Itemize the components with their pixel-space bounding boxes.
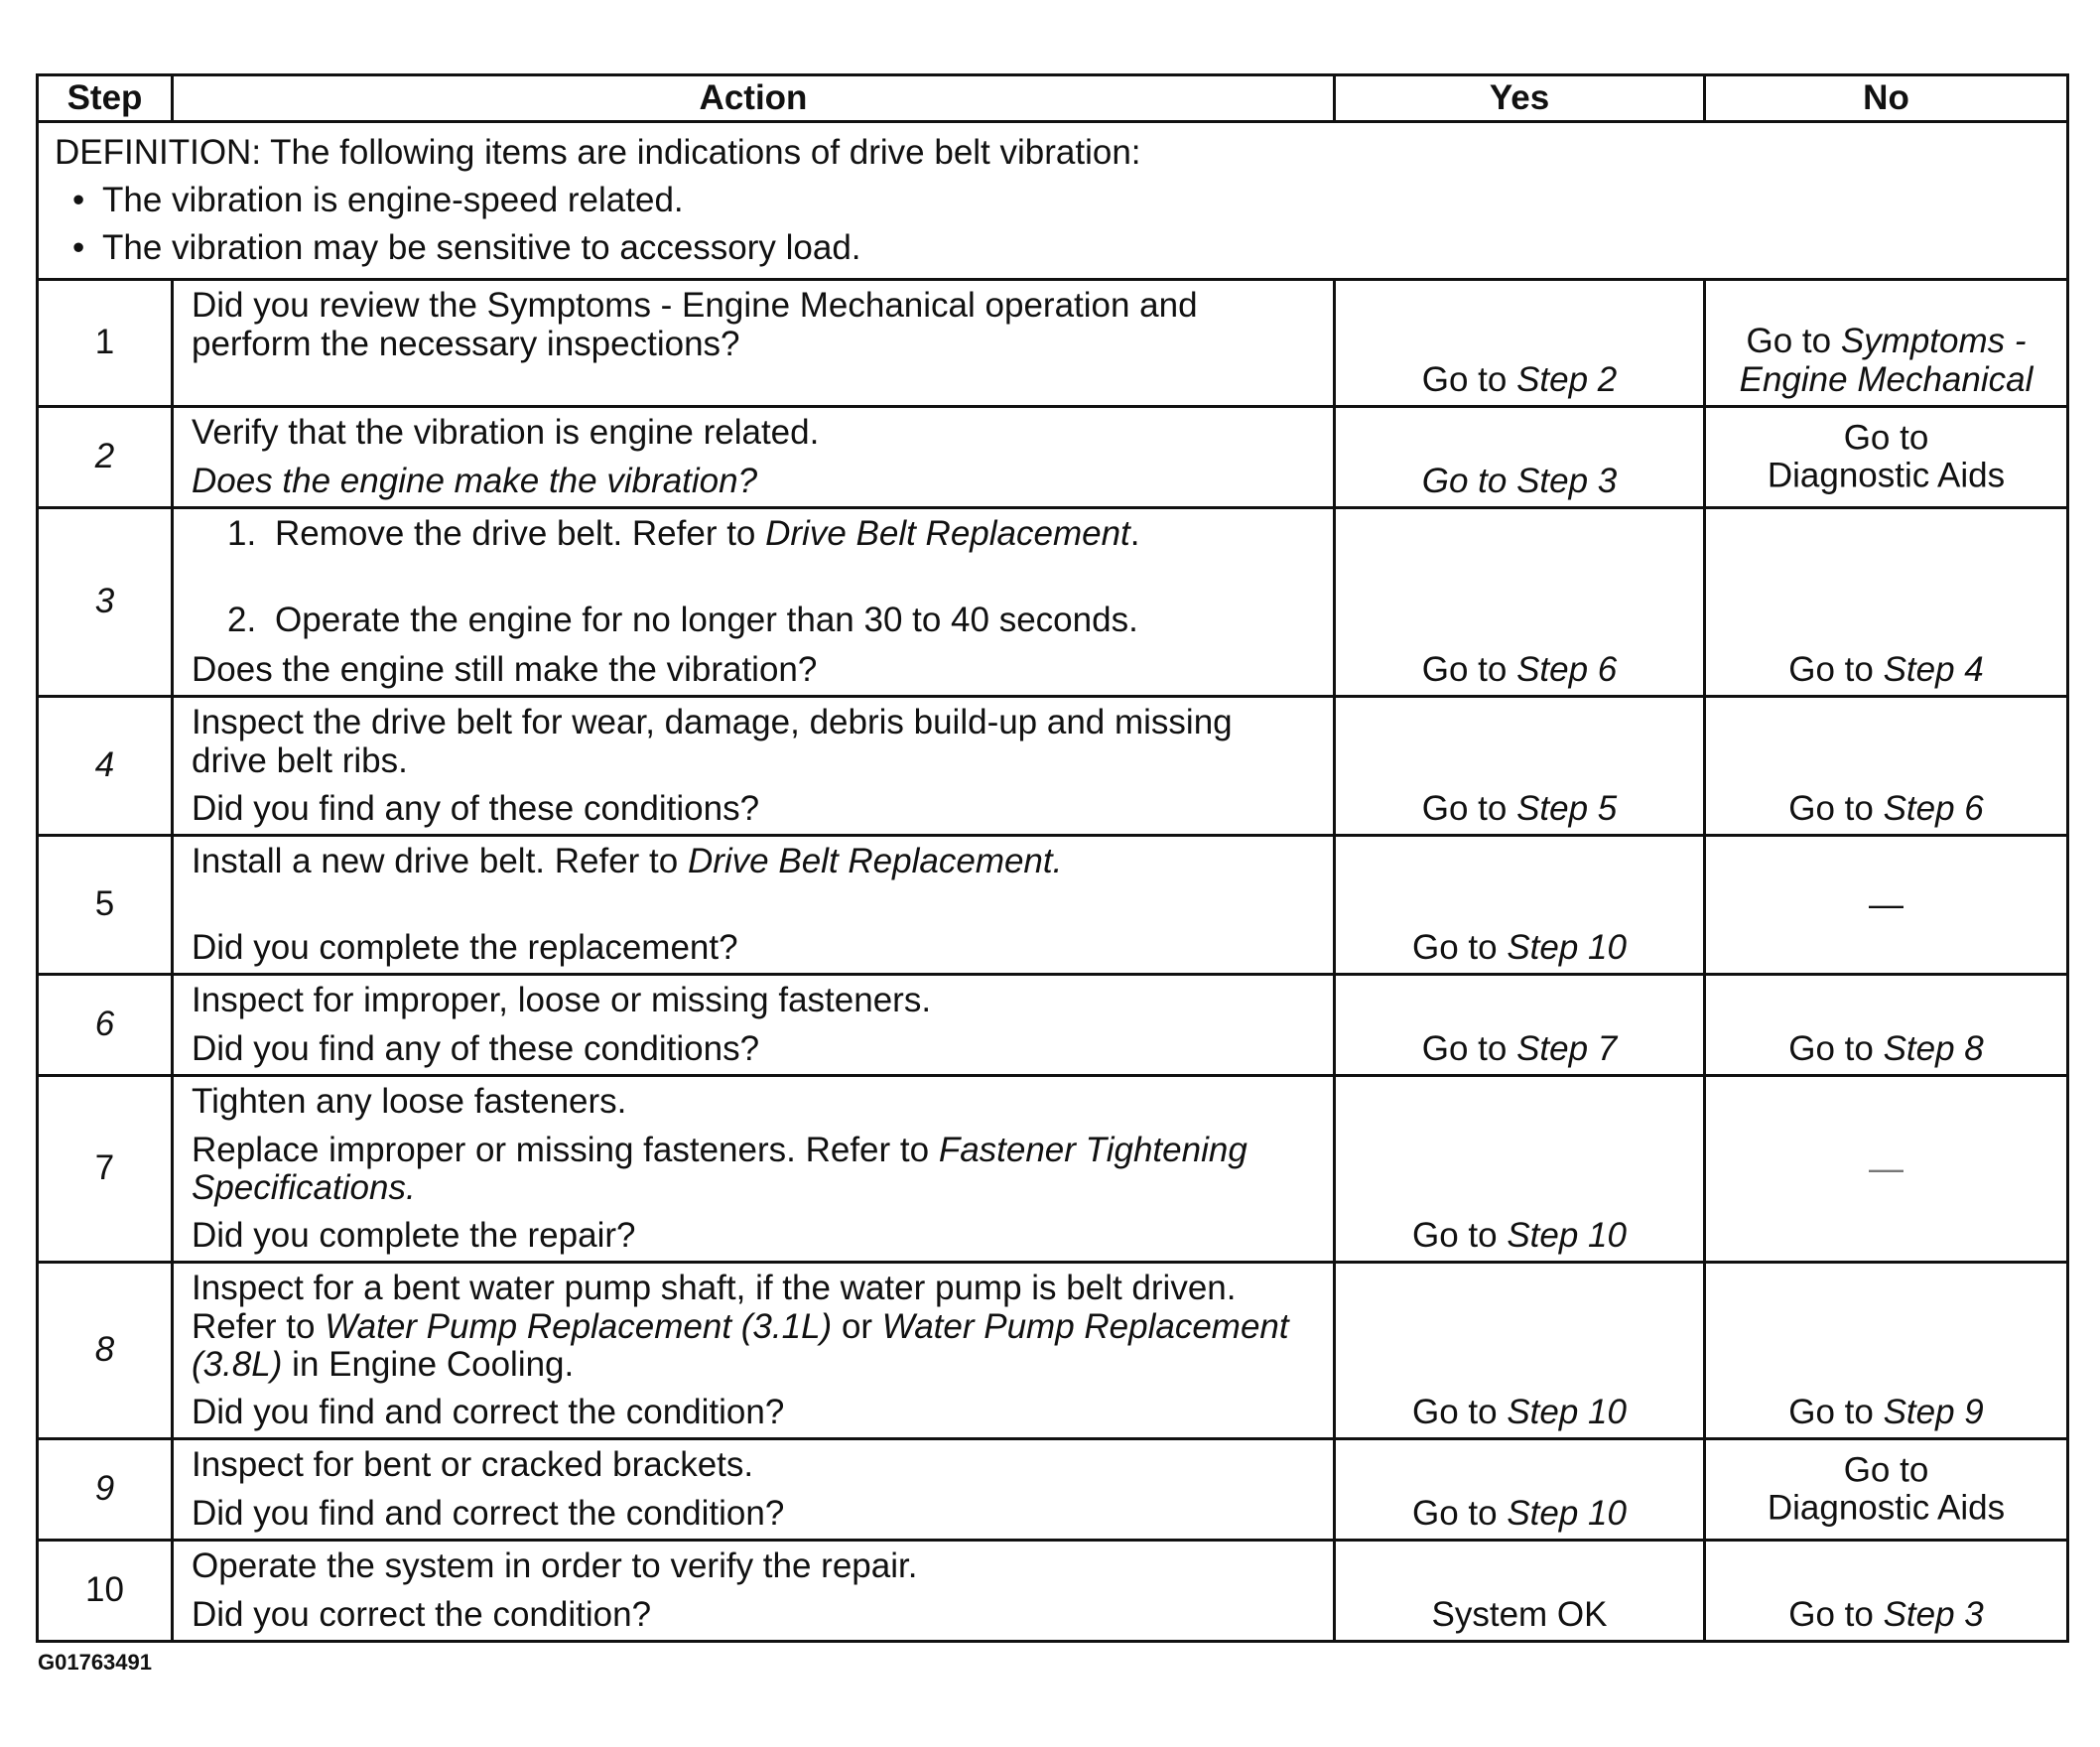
no-prefix: Go to: [1788, 1594, 1884, 1634]
action-question: Does the engine make the vibration?: [192, 461, 758, 500]
yes-cell: [1335, 836, 1705, 975]
numbered-item: [192, 602, 1317, 640]
action-question: Did you find any of these conditions?: [192, 788, 760, 828]
action-cell: [173, 407, 1335, 508]
yes-prefix: Go to: [1412, 1215, 1508, 1255]
no-step-ref: Step 4: [1883, 649, 1984, 689]
action-question: Did you complete the replacement?: [192, 927, 738, 967]
yes-outcome: [1336, 1495, 1703, 1534]
action-cell: [173, 1541, 1335, 1642]
yes-prefix: Go to: [1412, 1493, 1508, 1533]
action-text: Inspect for improper, loose or missing fasteners.: [192, 981, 932, 1019]
step-number: 1: [38, 280, 173, 407]
action-question: Did you complete the repair?: [192, 1215, 636, 1255]
action-text-part: .: [405, 1168, 416, 1207]
yes-step-ref: Step 10: [1507, 927, 1627, 967]
action-cell: [173, 1439, 1335, 1541]
yes-prefix: Go to: [1421, 461, 1517, 500]
item-number: 2.: [227, 600, 257, 639]
no-cell: [1705, 1541, 2068, 1642]
step-number: 3: [38, 508, 173, 697]
no-prefix: Go to: [1843, 418, 1929, 457]
action-cell: [173, 280, 1335, 407]
no-outcome: [1706, 323, 2066, 399]
yes-outcome: [1336, 929, 1703, 968]
table-row: [38, 280, 2068, 407]
yes-outcome: [1336, 790, 1703, 829]
action-question: Did you find any of these conditions?: [192, 1028, 760, 1068]
yes-outcome: [1336, 1394, 1703, 1432]
action-cell: [173, 1076, 1335, 1263]
header-no: No: [1705, 75, 2068, 122]
no-outcome: [1706, 1394, 2066, 1432]
no-cell: [1705, 697, 2068, 836]
no-cell: [1705, 407, 2068, 508]
header-yes: Yes: [1335, 75, 1705, 122]
bullet-icon: •: [72, 181, 85, 219]
no-outcome-dash: —: [1869, 1148, 1903, 1188]
yes-outcome: [1336, 1217, 1703, 1256]
no-outcome-dash: —: [1869, 884, 1903, 924]
action-text: Operate the system in order to verify the repair.: [192, 1546, 918, 1585]
no-prefix: Go to: [1788, 788, 1884, 828]
yes-prefix: Go to: [1412, 927, 1508, 967]
action-cell: [173, 1263, 1335, 1439]
yes-step-ref: Step 3: [1516, 461, 1618, 500]
action-text: Did you review the Symptoms - Engine Mechanical operation and perform the necessary inspections?: [192, 286, 1198, 363]
action-cell: [173, 697, 1335, 836]
yes-prefix: Go to: [1421, 359, 1517, 399]
table-row: [38, 407, 2068, 508]
yes-step-ref: Step 6: [1516, 649, 1618, 689]
no-outcome: [1706, 651, 2066, 690]
step-number: 8: [38, 1263, 173, 1439]
numbered-item: [192, 515, 1317, 554]
no-ref: Diagnostic Aids: [1767, 456, 2006, 495]
action-text: Inspect the drive belt for wear, damage, debris build-up and missing drive belt ribs.: [192, 703, 1233, 780]
yes-prefix: Go to: [1412, 1392, 1508, 1431]
no-outcome: [1706, 419, 2066, 495]
definition-bullet-text: The vibration may be sensitive to accessory load.: [102, 228, 861, 267]
yes-step-ref: Step 5: [1516, 788, 1618, 828]
yes-cell: [1335, 975, 1705, 1076]
action-text-part: Replace improper or missing fasteners. Refer to: [192, 1130, 939, 1169]
yes-cell: [1335, 1541, 1705, 1642]
no-step-ref: Step 8: [1883, 1028, 1984, 1068]
yes-step-ref: Step 10: [1507, 1392, 1627, 1431]
yes-step-ref: Step 7: [1516, 1028, 1618, 1068]
action-question: Did you find and correct the condition?: [192, 1392, 785, 1431]
no-cell: [1705, 836, 2068, 975]
no-cell: [1705, 1439, 2068, 1541]
item-number: 1.: [227, 514, 257, 553]
bullet-icon: •: [72, 228, 85, 267]
no-prefix: Go to: [1788, 1392, 1884, 1431]
table-row: [38, 1263, 2068, 1439]
item-text: .: [1129, 514, 1140, 553]
definition-row: [38, 122, 2068, 280]
header-action: Action: [173, 75, 1335, 122]
item-ref: Drive Belt Replacement: [765, 514, 1130, 553]
no-ref: Symptoms -: [1840, 322, 2027, 360]
header-step: Step: [38, 75, 173, 122]
no-prefix: Go to: [1843, 1450, 1929, 1489]
action-question: Did you correct the condition?: [192, 1594, 652, 1634]
table-row: [38, 1541, 2068, 1642]
action-cell: [173, 508, 1335, 697]
step-number: 10: [38, 1541, 173, 1642]
action-text: [192, 843, 1317, 881]
action-ref: Fastener Tightening Specifications: [192, 1130, 1247, 1207]
action-text: Inspect for bent or cracked brackets.: [192, 1445, 754, 1484]
table-row: [38, 1439, 2068, 1541]
action-ref: Drive Belt Replacement.: [687, 842, 1063, 880]
step-number: 7: [38, 1076, 173, 1263]
yes-outcome: [1336, 463, 1703, 501]
action-text-part: Install a new drive belt. Refer to: [192, 842, 688, 880]
figure-id: G01763491: [38, 1650, 152, 1675]
action-cell: [173, 975, 1335, 1076]
action-question: Did you find and correct the condition?: [192, 1493, 785, 1533]
no-step-ref: Step 3: [1883, 1594, 1984, 1634]
yes-prefix: Go to: [1421, 788, 1517, 828]
action-text-part: in Engine Cooling.: [282, 1345, 575, 1384]
action-cell: [173, 836, 1335, 975]
no-cell: [1705, 1076, 2068, 1263]
no-outcome: [1706, 1596, 2066, 1635]
item-text: Remove the drive belt. Refer to: [275, 514, 766, 553]
item-text: Operate the engine for no longer than 30 to 40 seconds.: [275, 600, 1138, 639]
yes-outcome: [1336, 1030, 1703, 1069]
table-row: [38, 697, 2068, 836]
no-step-ref: Step 9: [1883, 1392, 1984, 1431]
no-cell: [1705, 280, 2068, 407]
step-number: 6: [38, 975, 173, 1076]
table-row: [38, 1076, 2068, 1263]
definition-bullet: [55, 224, 2050, 272]
action-text: Tighten any loose fasteners.: [192, 1082, 627, 1121]
yes-outcome: System OK: [1431, 1594, 1608, 1634]
no-ref: Engine Mechanical: [1739, 359, 2034, 399]
definition-bullet: [55, 177, 2050, 224]
no-cell: [1705, 508, 2068, 697]
no-cell: [1705, 1263, 2068, 1439]
yes-prefix: Go to: [1421, 1028, 1517, 1068]
step-number: 9: [38, 1439, 173, 1541]
action-text: Verify that the vibration is engine related.: [192, 413, 820, 452]
action-text-part: or: [832, 1306, 882, 1346]
yes-outcome: [1336, 651, 1703, 690]
no-prefix: Go to: [1788, 1028, 1884, 1068]
no-ref: Diagnostic Aids: [1767, 1488, 2006, 1528]
no-cell: [1705, 975, 2068, 1076]
step-number: 5: [38, 836, 173, 975]
action-ref: Water Pump Replacement (3.8L): [192, 1306, 1289, 1384]
step-number: 4: [38, 697, 173, 836]
table-row: [38, 836, 2068, 975]
yes-cell: [1335, 697, 1705, 836]
header-row: [38, 75, 2068, 122]
yes-cell: [1335, 280, 1705, 407]
no-step-ref: Step 6: [1883, 788, 1984, 828]
yes-step-ref: Step 2: [1516, 359, 1618, 399]
no-outcome: [1706, 1030, 2066, 1069]
yes-step-ref: Step 10: [1507, 1493, 1627, 1533]
diagnostic-table-container: [36, 73, 2066, 1643]
action-text-part: Inspect for a bent water pump shaft, if the water pump is belt driven. Refer to: [192, 1269, 1237, 1346]
no-outcome: [1706, 790, 2066, 829]
yes-prefix: Go to: [1421, 649, 1517, 689]
definition-bullet-text: The vibration is engine-speed related.: [102, 181, 684, 219]
table-row: [38, 508, 2068, 697]
yes-step-ref: Step 10: [1507, 1215, 1627, 1255]
no-prefix: Go to: [1788, 649, 1884, 689]
yes-cell: [1335, 1076, 1705, 1263]
action-text: [192, 1270, 1317, 1385]
action-question: Does the engine still make the vibration?: [192, 649, 818, 689]
yes-cell: [1335, 1263, 1705, 1439]
action-ref: Water Pump Replacement (3.1L): [325, 1306, 833, 1346]
step-number: 2: [38, 407, 173, 508]
yes-cell: [1335, 508, 1705, 697]
definition-intro: DEFINITION: The following items are indications of drive belt vibration:: [55, 133, 1141, 172]
yes-cell: [1335, 1439, 1705, 1541]
action-text: [192, 1132, 1317, 1208]
yes-cell: [1335, 407, 1705, 508]
yes-outcome: [1336, 361, 1703, 400]
no-prefix: Go to: [1746, 322, 1841, 360]
no-outcome: [1706, 1451, 2066, 1528]
definition-cell: [38, 122, 2068, 280]
table-row: [38, 975, 2068, 1076]
diagnostic-table: [36, 73, 2069, 1643]
